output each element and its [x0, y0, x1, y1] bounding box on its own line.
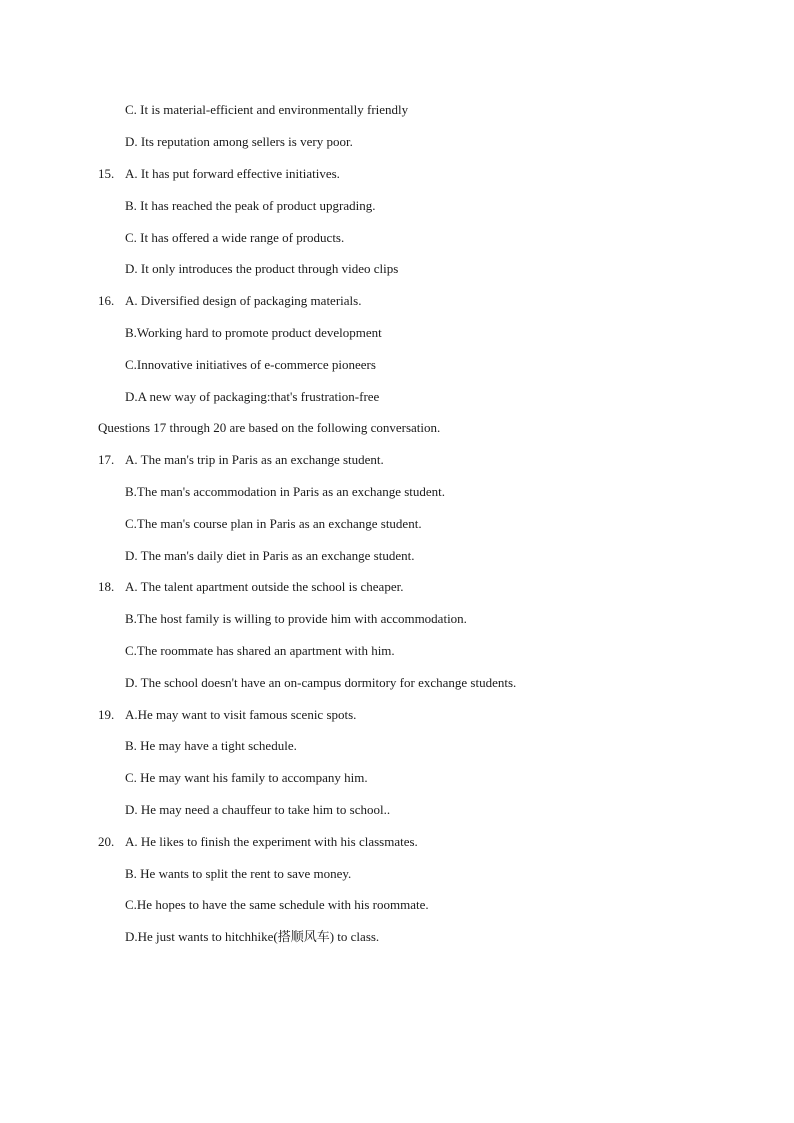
option-17-a: A. The man's trip in Paris as an exchange student. [125, 452, 384, 467]
option-18-b: B.The host family is willing to provide him with accommodation. [125, 611, 467, 626]
option-20-a: A. He likes to finish the experiment with his classmates. [125, 834, 418, 849]
option-17-c: C.The man's course plan in Paris as an exchange student. [125, 516, 422, 531]
option-18-c: C.The roommate has shared an apartment with him. [125, 643, 395, 658]
option-19-a: A.He may want to visit famous scenic spots. [125, 707, 357, 722]
option-15-d: D. It only introduces the product through video clips [125, 261, 399, 276]
question-number-20: 20. [98, 834, 115, 849]
option-20-b: B. He wants to split the rent to save money. [125, 866, 352, 881]
option-15-b: B. It has reached the peak of product upgrading. [125, 198, 376, 213]
question-number-18: 18. [98, 579, 115, 594]
option-16-a: A. Diversified design of packaging materials. [125, 293, 362, 308]
section-heading: Questions 17 through 20 are based on the following conversation. [98, 420, 441, 435]
option-15-a: A. It has put forward effective initiatives. [125, 166, 340, 181]
question-number-15: 15. [98, 166, 115, 181]
option-19-c: C. He may want his family to accompany him. [125, 770, 368, 785]
option-14-d: D. Its reputation among sellers is very poor. [125, 134, 353, 149]
option-17-d: D. The man's daily diet in Paris as an exchange student. [125, 548, 415, 563]
option-16-c: C.Innovative initiatives of e-commerce pioneers [125, 357, 376, 372]
option-16-d: D.A new way of packaging:that's frustration-free [125, 389, 380, 404]
question-number-19: 19. [98, 707, 115, 722]
option-15-c: C. It has offered a wide range of products. [125, 230, 345, 245]
option-19-b: B. He may have a tight schedule. [125, 738, 297, 753]
question-number-17: 17. [98, 452, 115, 467]
option-19-d: D. He may need a chauffeur to take him to school.. [125, 802, 391, 817]
option-17-b: B.The man's accommodation in Paris as an exchange student. [125, 484, 446, 499]
option-18-d: D. The school doesn't have an on-campus dormitory for exchange students. [125, 675, 517, 690]
option-20-d: D.He just wants to hitchhike(搭顺风车) to class. [125, 929, 380, 944]
option-14-c: C. It is material-efficient and environmentally friendly [125, 102, 409, 117]
option-16-b: B.Working hard to promote product development [125, 325, 382, 340]
question-number-16: 16. [98, 293, 115, 308]
option-18-a: A. The talent apartment outside the school is cheaper. [125, 579, 404, 594]
option-20-c: C.He hopes to have the same schedule with his roommate. [125, 897, 429, 912]
